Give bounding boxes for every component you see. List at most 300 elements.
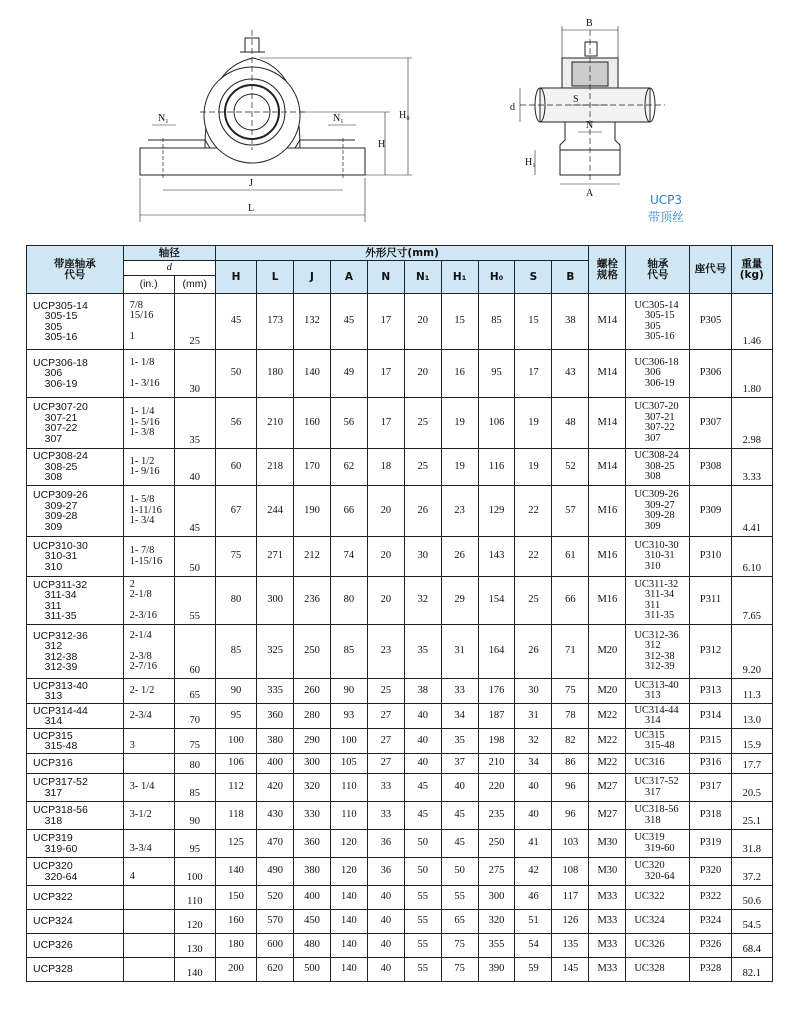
cell-housing: P314 [690, 704, 731, 729]
cell-dim-h₀: 220 [478, 774, 515, 802]
cell-model: UCP307-20 307-21 307-22 307 [27, 398, 124, 449]
table-row [27, 830, 773, 858]
cell-weight: 37.2 [731, 858, 772, 886]
cell-dim-b: 103 [552, 830, 589, 858]
cell-dim-b: 38 [552, 294, 589, 350]
cell-dim-h₀: 235 [478, 802, 515, 830]
cell-model: UCP308-24 308-25 308 [27, 449, 124, 486]
cell-dim-n: 40 [367, 958, 404, 982]
dim-label-a: A [586, 188, 594, 199]
cell-bolt: M16 [589, 577, 626, 625]
cell-dim-j: 190 [294, 486, 331, 537]
cell-housing: P305 [690, 294, 731, 350]
cell-model: UCP315 315-48 [27, 729, 124, 754]
cell-dim-h: 95 [215, 704, 256, 729]
side-view-drawing [520, 26, 665, 184]
cell-dim-b: 135 [552, 934, 589, 958]
cell-dim-a: 74 [330, 537, 367, 577]
cell-model: UCP324 [27, 910, 124, 934]
cell-dim-s: 26 [515, 625, 552, 679]
cell-dim-h₁: 55 [441, 886, 478, 910]
col-n1: N₁ [404, 261, 441, 294]
cell-bolt: M27 [589, 802, 626, 830]
caption-subtitle: 带顶丝 [647, 210, 684, 224]
table-row [27, 294, 773, 350]
cell-weight: 4.41 [731, 486, 772, 537]
cell-model: UCP311-32 311-34 311 311-35 [27, 577, 124, 625]
cell-dim-l: 600 [257, 934, 294, 958]
cell-dim-s: 34 [515, 754, 552, 774]
cell-mm: 25 [174, 294, 215, 350]
cell-dim-h₁: 19 [441, 398, 478, 449]
dim-label-n1-left: N₁ [158, 113, 169, 124]
cell-bolt: M22 [589, 704, 626, 729]
cell-model: UCP313-40 313 [27, 679, 124, 704]
cell-model: UCP319 319-60 [27, 830, 124, 858]
cell-dim-h₁: 23 [441, 486, 478, 537]
cell-bolt: M14 [589, 294, 626, 350]
cell-mm: 85 [174, 774, 215, 802]
cell-dim-h: 150 [215, 886, 256, 910]
cell-mm: 140 [174, 958, 215, 982]
cell-dim-h₁: 26 [441, 537, 478, 577]
cell-housing: P324 [690, 910, 731, 934]
cell-weight: 20.5 [731, 774, 772, 802]
cell-dim-a: 110 [330, 774, 367, 802]
cell-dim-s: 54 [515, 934, 552, 958]
cell-dim-l: 300 [257, 577, 294, 625]
cell-model: UCP312-36 312 312-38 312-39 [27, 625, 124, 679]
cell-weight: 54.5 [731, 910, 772, 934]
cell-inch: 4 [123, 858, 174, 886]
cell-model: UCP314-44 314 [27, 704, 124, 729]
cell-bolt: M27 [589, 774, 626, 802]
cell-dim-h₀: 390 [478, 958, 515, 982]
cell-dim-a: 80 [330, 577, 367, 625]
cell-dim-b: 117 [552, 886, 589, 910]
col-bolt: 螺栓 规格 [589, 246, 626, 294]
col-weight: 重量 (kg) [731, 246, 772, 294]
cell-model: UCP310-30 310-31 310 [27, 537, 124, 577]
table-row [27, 679, 773, 704]
cell-dim-b: 96 [552, 774, 589, 802]
cell-weight: 25.1 [731, 802, 772, 830]
cell-bolt: M16 [589, 486, 626, 537]
cell-dim-l: 470 [257, 830, 294, 858]
cell-dim-b: 145 [552, 958, 589, 982]
cell-bearing: UC317-52 317 [626, 774, 690, 802]
cell-dim-h₀: 143 [478, 537, 515, 577]
cell-dim-l: 218 [257, 449, 294, 486]
cell-dim-n: 27 [367, 729, 404, 754]
cell-dim-a: 62 [330, 449, 367, 486]
col-b: B [552, 261, 589, 294]
cell-dim-s: 32 [515, 729, 552, 754]
cell-bearing: UC316 [626, 754, 690, 774]
cell-bolt: M14 [589, 350, 626, 398]
cell-mm: 100 [174, 858, 215, 886]
cell-dim-b: 48 [552, 398, 589, 449]
cell-dim-n₁: 55 [404, 910, 441, 934]
cell-dim-n: 40 [367, 934, 404, 958]
cell-dim-s: 30 [515, 679, 552, 704]
cell-dim-j: 450 [294, 910, 331, 934]
cell-bolt: M33 [589, 886, 626, 910]
cell-dim-l: 210 [257, 398, 294, 449]
cell-inch: 1- 7/8 1-15/16 [123, 537, 174, 577]
cell-dim-h: 200 [215, 958, 256, 982]
cell-dim-l: 325 [257, 625, 294, 679]
cell-dim-n: 36 [367, 830, 404, 858]
cell-bearing: UC310-30 310-31 310 [626, 537, 690, 577]
cell-dim-h₀: 210 [478, 754, 515, 774]
cell-mm: 130 [174, 934, 215, 958]
cell-dim-h₁: 65 [441, 910, 478, 934]
cell-model: UCP322 [27, 886, 124, 910]
cell-dim-a: 140 [330, 934, 367, 958]
col-d: d [123, 261, 215, 276]
cell-inch [123, 886, 174, 910]
cell-inch: 3 [123, 729, 174, 754]
cell-model: UCP320 320-64 [27, 858, 124, 886]
cell-inch: 1- 5/8 1-11/16 1- 3/4 [123, 486, 174, 537]
table-row [27, 398, 773, 449]
cell-dim-s: 31 [515, 704, 552, 729]
cell-inch [123, 754, 174, 774]
cell-inch: 2-3/4 [123, 704, 174, 729]
cell-dim-a: 110 [330, 802, 367, 830]
table-row [27, 350, 773, 398]
cell-dim-j: 480 [294, 934, 331, 958]
caption-model: UCP3 [649, 193, 683, 207]
cell-dim-j: 250 [294, 625, 331, 679]
cell-dim-j: 140 [294, 350, 331, 398]
cell-inch: 1- 1/2 1- 9/16 [123, 449, 174, 486]
table-row [27, 537, 773, 577]
cell-dim-h: 125 [215, 830, 256, 858]
cell-dim-h₀: 85 [478, 294, 515, 350]
cell-inch: 2- 1/2 [123, 679, 174, 704]
cell-mm: 80 [174, 754, 215, 774]
cell-dim-h₀: 275 [478, 858, 515, 886]
cell-dim-h₁: 45 [441, 802, 478, 830]
cell-dim-l: 430 [257, 802, 294, 830]
cell-dim-h₀: 250 [478, 830, 515, 858]
cell-dim-a: 93 [330, 704, 367, 729]
cell-dim-h₀: 129 [478, 486, 515, 537]
cell-dim-h₀: 187 [478, 704, 515, 729]
cell-dim-s: 40 [515, 802, 552, 830]
cell-dim-n₁: 40 [404, 729, 441, 754]
cell-bolt: M20 [589, 625, 626, 679]
cell-model: UCP305-14 305-15 305 305-16 [27, 294, 124, 350]
cell-inch: 7/8 15/16 1 [123, 294, 174, 350]
cell-dim-j: 132 [294, 294, 331, 350]
col-in: (in.) [123, 276, 174, 294]
cell-inch: 3-1/2 [123, 802, 174, 830]
cell-dim-h₁: 75 [441, 934, 478, 958]
cell-dim-l: 520 [257, 886, 294, 910]
cell-housing: P320 [690, 858, 731, 886]
table-row [27, 449, 773, 486]
table-row [27, 910, 773, 934]
cell-model: UCP317-52 317 [27, 774, 124, 802]
cell-mm: 90 [174, 802, 215, 830]
dim-label-h1: H₁ [525, 157, 536, 168]
cell-dim-b: 61 [552, 537, 589, 577]
cell-dim-l: 335 [257, 679, 294, 704]
cell-dim-j: 360 [294, 830, 331, 858]
col-a: A [330, 261, 367, 294]
cell-bearing: UC326 [626, 934, 690, 958]
cell-dim-a: 140 [330, 958, 367, 982]
cell-dim-n: 33 [367, 802, 404, 830]
cell-mm: 40 [174, 449, 215, 486]
cell-weight: 13.0 [731, 704, 772, 729]
cell-dim-b: 66 [552, 577, 589, 625]
cell-dim-h₀: 176 [478, 679, 515, 704]
cell-mm: 95 [174, 830, 215, 858]
cell-dim-b: 126 [552, 910, 589, 934]
cell-mm: 60 [174, 625, 215, 679]
dim-label-n: N [586, 120, 594, 131]
cell-dim-b: 43 [552, 350, 589, 398]
cell-dim-n₁: 50 [404, 858, 441, 886]
cell-dim-n: 27 [367, 704, 404, 729]
cell-housing: P322 [690, 886, 731, 910]
cell-dim-h: 106 [215, 754, 256, 774]
cell-dim-h₁: 40 [441, 774, 478, 802]
cell-dim-h₁: 35 [441, 729, 478, 754]
cell-weight: 7.65 [731, 577, 772, 625]
cell-dim-b: 96 [552, 802, 589, 830]
cell-dim-n: 20 [367, 537, 404, 577]
cell-dim-n: 33 [367, 774, 404, 802]
table-row [27, 802, 773, 830]
cell-bearing: UC320 320-64 [626, 858, 690, 886]
cell-housing: P315 [690, 729, 731, 754]
cell-dim-h₁: 75 [441, 958, 478, 982]
cell-dim-h: 118 [215, 802, 256, 830]
cell-dim-h₀: 300 [478, 886, 515, 910]
cell-inch: 2-1/4 2-3/8 2-7/16 [123, 625, 174, 679]
cell-dim-n: 27 [367, 754, 404, 774]
cell-dim-h: 140 [215, 858, 256, 886]
cell-dim-n₁: 55 [404, 958, 441, 982]
cell-dim-n₁: 45 [404, 774, 441, 802]
cell-bearing: UC307-20 307-21 307-22 307 [626, 398, 690, 449]
cell-dim-j: 260 [294, 679, 331, 704]
cell-dim-l: 271 [257, 537, 294, 577]
cell-dim-n: 23 [367, 625, 404, 679]
dim-label-h0: H₀ [399, 110, 410, 121]
spec-table [26, 245, 773, 982]
cell-model: UCP326 [27, 934, 124, 958]
dim-label-l: L [248, 203, 255, 214]
cell-bearing: UC306-18 306 306-19 [626, 350, 690, 398]
cell-bearing: UC313-40 313 [626, 679, 690, 704]
col-s: S [515, 261, 552, 294]
cell-dim-n: 40 [367, 910, 404, 934]
cell-bearing: UC311-32 311-34 311 311-35 [626, 577, 690, 625]
cell-dim-a: 45 [330, 294, 367, 350]
cell-dim-s: 19 [515, 398, 552, 449]
cell-dim-b: 52 [552, 449, 589, 486]
table-row [27, 577, 773, 625]
cell-dim-n₁: 55 [404, 934, 441, 958]
cell-dim-j: 320 [294, 774, 331, 802]
col-j: J [294, 261, 331, 294]
cell-dim-n₁: 35 [404, 625, 441, 679]
cell-dim-l: 180 [257, 350, 294, 398]
cell-dim-b: 71 [552, 625, 589, 679]
cell-dim-j: 400 [294, 886, 331, 910]
cell-dim-h₀: 355 [478, 934, 515, 958]
col-n: N [367, 261, 404, 294]
cell-dim-n: 17 [367, 350, 404, 398]
table-row [27, 704, 773, 729]
cell-dim-h₁: 19 [441, 449, 478, 486]
cell-dim-n₁: 20 [404, 350, 441, 398]
cell-bolt: M22 [589, 754, 626, 774]
cell-mm: 70 [174, 704, 215, 729]
cell-dim-j: 290 [294, 729, 331, 754]
cell-dim-n₁: 55 [404, 886, 441, 910]
cell-dim-a: 49 [330, 350, 367, 398]
cell-inch: 1- 1/8 1- 3/16 [123, 350, 174, 398]
cell-dim-s: 59 [515, 958, 552, 982]
table-row [27, 858, 773, 886]
cell-dim-n₁: 20 [404, 294, 441, 350]
cell-dim-j: 212 [294, 537, 331, 577]
cell-dim-a: 66 [330, 486, 367, 537]
cell-housing: P318 [690, 802, 731, 830]
cell-dim-b: 86 [552, 754, 589, 774]
cell-dim-j: 160 [294, 398, 331, 449]
cell-housing: P326 [690, 934, 731, 958]
cell-dim-l: 380 [257, 729, 294, 754]
cell-housing: P308 [690, 449, 731, 486]
cell-dim-s: 46 [515, 886, 552, 910]
col-dims: 外形尺寸(mm) [215, 246, 589, 261]
front-view-drawing [140, 30, 412, 222]
table-row [27, 625, 773, 679]
cell-dim-h: 80 [215, 577, 256, 625]
cell-bolt: M33 [589, 910, 626, 934]
cell-inch: 3- 1/4 [123, 774, 174, 802]
dim-label-h: H [378, 139, 386, 150]
cell-dim-s: 15 [515, 294, 552, 350]
cell-dim-n: 36 [367, 858, 404, 886]
cell-weight: 6.10 [731, 537, 772, 577]
cell-dim-n: 17 [367, 294, 404, 350]
cell-inch: 1- 1/4 1- 5/16 1- 3/8 [123, 398, 174, 449]
cell-dim-n: 25 [367, 679, 404, 704]
cell-dim-h: 45 [215, 294, 256, 350]
dim-label-d: d [510, 102, 515, 113]
cell-dim-n: 20 [367, 577, 404, 625]
cell-dim-n₁: 25 [404, 449, 441, 486]
dim-label-s: S [573, 94, 579, 105]
table-row [27, 934, 773, 958]
cell-dim-h₀: 154 [478, 577, 515, 625]
cell-model: UCP316 [27, 754, 124, 774]
cell-dim-j: 300 [294, 754, 331, 774]
cell-mm: 65 [174, 679, 215, 704]
cell-dim-l: 420 [257, 774, 294, 802]
cell-housing: P316 [690, 754, 731, 774]
cell-dim-n₁: 40 [404, 704, 441, 729]
cell-dim-h₀: 106 [478, 398, 515, 449]
cell-dim-b: 78 [552, 704, 589, 729]
cell-dim-l: 490 [257, 858, 294, 886]
cell-bearing: UC328 [626, 958, 690, 982]
cell-dim-a: 120 [330, 830, 367, 858]
cell-housing: P319 [690, 830, 731, 858]
cell-dim-h: 180 [215, 934, 256, 958]
cell-model: UCP306-18 306 306-19 [27, 350, 124, 398]
cell-dim-a: 90 [330, 679, 367, 704]
cell-bearing: UC305-14 305-15 305 305-16 [626, 294, 690, 350]
cell-dim-l: 570 [257, 910, 294, 934]
cell-dim-j: 170 [294, 449, 331, 486]
cell-weight: 9.20 [731, 625, 772, 679]
cell-bearing: UC319 319-60 [626, 830, 690, 858]
col-l: L [257, 261, 294, 294]
cell-mm: 75 [174, 729, 215, 754]
cell-dim-l: 173 [257, 294, 294, 350]
cell-dim-h₁: 37 [441, 754, 478, 774]
cell-housing: P317 [690, 774, 731, 802]
cell-bearing: UC309-26 309-27 309-28 309 [626, 486, 690, 537]
cell-dim-a: 140 [330, 886, 367, 910]
cell-dim-h₁: 29 [441, 577, 478, 625]
cell-dim-s: 22 [515, 537, 552, 577]
cell-dim-h₀: 164 [478, 625, 515, 679]
table-row [27, 486, 773, 537]
cell-weight: 3.33 [731, 449, 772, 486]
cell-bearing: UC308-24 308-25 308 [626, 449, 690, 486]
cell-dim-s: 22 [515, 486, 552, 537]
cell-dim-j: 280 [294, 704, 331, 729]
cell-weight: 50.6 [731, 886, 772, 910]
col-h0: H₀ [478, 261, 515, 294]
cell-dim-a: 140 [330, 910, 367, 934]
cell-bolt: M33 [589, 934, 626, 958]
cell-dim-a: 100 [330, 729, 367, 754]
cell-dim-a: 120 [330, 858, 367, 886]
cell-bolt: M16 [589, 537, 626, 577]
cell-bolt: M30 [589, 830, 626, 858]
cell-dim-h₁: 16 [441, 350, 478, 398]
cell-bolt: M14 [589, 398, 626, 449]
cell-dim-h₁: 15 [441, 294, 478, 350]
cell-dim-h: 160 [215, 910, 256, 934]
cell-dim-n: 17 [367, 398, 404, 449]
cell-dim-h: 50 [215, 350, 256, 398]
cell-bearing: UC312-36 312 312-38 312-39 [626, 625, 690, 679]
cell-dim-l: 400 [257, 754, 294, 774]
cell-inch: 3-3/4 [123, 830, 174, 858]
col-model: 带座轴承 代号 [27, 246, 124, 294]
cell-dim-l: 244 [257, 486, 294, 537]
cell-dim-h₁: 31 [441, 625, 478, 679]
cell-dim-h: 100 [215, 729, 256, 754]
cell-dim-b: 82 [552, 729, 589, 754]
cell-inch [123, 934, 174, 958]
cell-mm: 30 [174, 350, 215, 398]
cell-dim-j: 500 [294, 958, 331, 982]
